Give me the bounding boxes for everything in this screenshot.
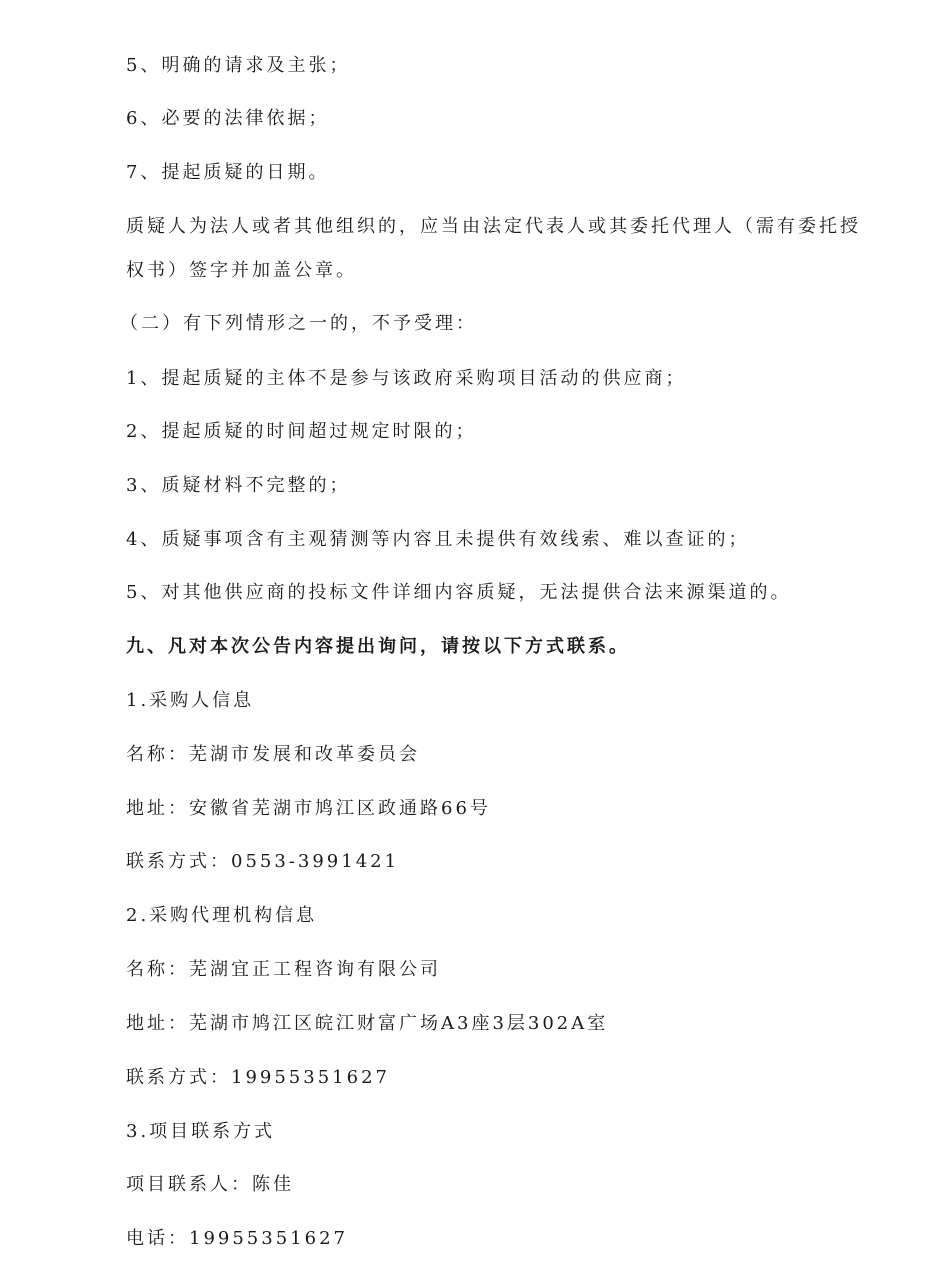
agency-heading: 2.采购代理机构信息 bbox=[126, 905, 318, 926]
agency-contact: 联系方式：19955351627 bbox=[126, 1067, 390, 1088]
list-item: 3、质疑材料不完整的； bbox=[126, 475, 351, 496]
purchaser-address: 地址：安徽省芜湖市鸠江区政通路66号 bbox=[126, 798, 491, 819]
agency-address: 地址：芜湖市鸠江区皖江财富广场A3座3层302A室 bbox=[126, 1013, 609, 1034]
list-item: 5、明确的请求及主张； bbox=[126, 55, 351, 76]
purchaser-name: 名称：芜湖市发展和改革委员会 bbox=[126, 744, 420, 765]
project-heading: 3.项目联系方式 bbox=[126, 1121, 276, 1142]
purchaser-heading: 1.采购人信息 bbox=[126, 690, 255, 711]
section-heading: 九、凡对本次公告内容提出询问，请按以下方式联系。 bbox=[126, 636, 630, 657]
list-item: 1、提起质疑的主体不是参与该政府采购项目活动的供应商； bbox=[126, 368, 687, 389]
list-item: 6、必要的法律依据； bbox=[126, 108, 330, 129]
list-item: 7、提起质疑的日期。 bbox=[126, 162, 330, 183]
list-item: 5、对其他供应商的投标文件详细内容质疑，无法提供合法来源渠道的。 bbox=[126, 582, 792, 603]
sub-heading: （二）有下列情形之一的，不予受理： bbox=[120, 313, 477, 334]
project-phone: 电话：19955351627 bbox=[126, 1228, 348, 1249]
list-item: 4、质疑事项含有主观猜测等内容且未提供有效线索、难以查证的； bbox=[126, 529, 750, 550]
paragraph-signature-line-1: 质疑人为法人或者其他组织的，应当由法定代表人或其委托代理人（需有委托授 bbox=[126, 216, 861, 237]
paragraph-signature-line-2: 权书）签字并加盖公章。 bbox=[126, 260, 357, 281]
list-item: 2、提起质疑的时间超过规定时限的； bbox=[126, 421, 477, 442]
agency-name: 名称：芜湖宜正工程咨询有限公司 bbox=[126, 959, 441, 980]
project-contact-person: 项目联系人：陈佳 bbox=[126, 1174, 294, 1195]
purchaser-contact: 联系方式：0553-3991421 bbox=[126, 851, 400, 872]
